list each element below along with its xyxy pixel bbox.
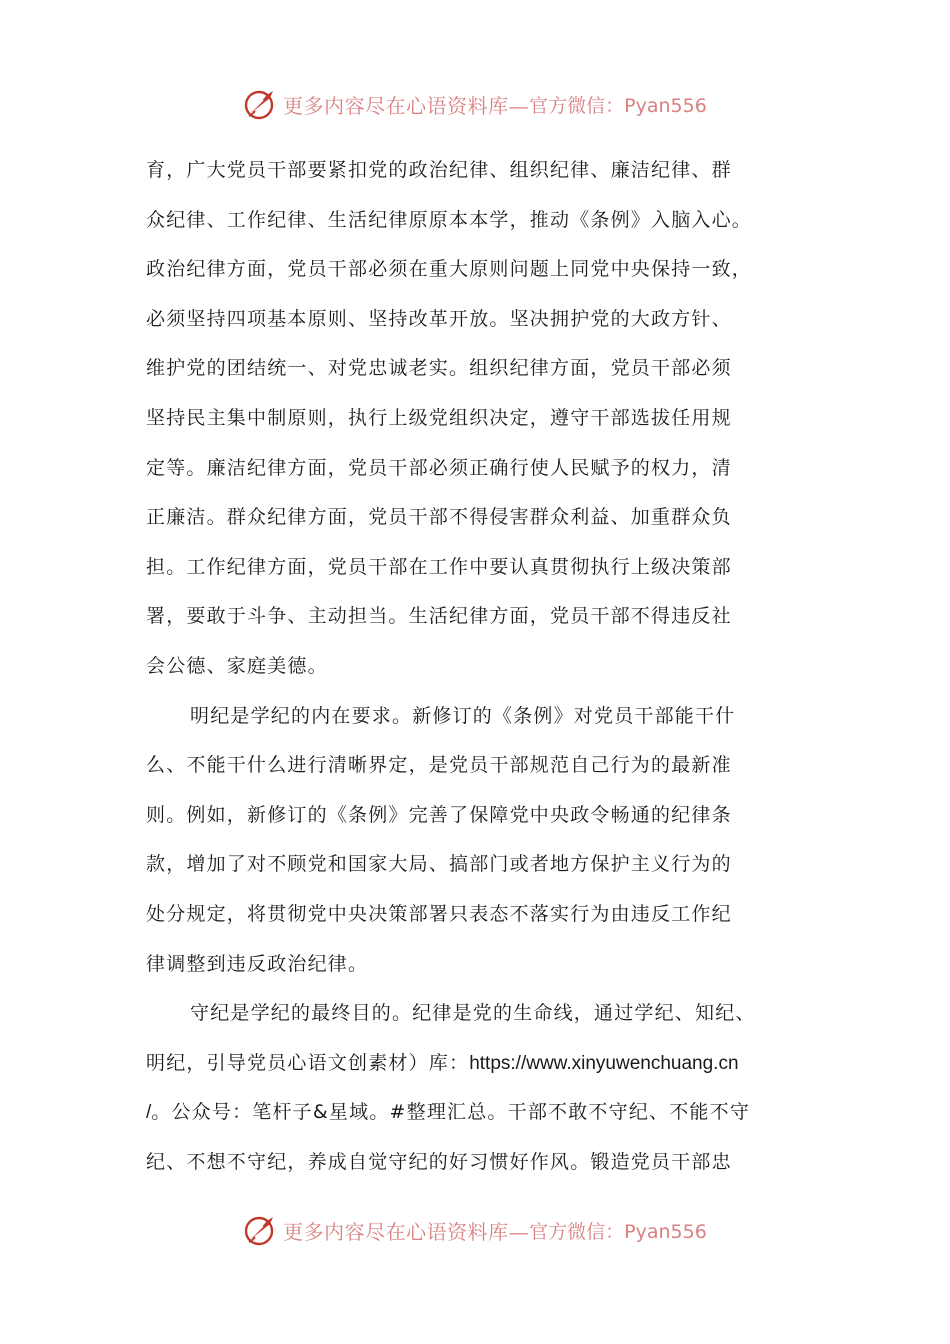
body-line-with-url xyxy=(146,1039,810,1089)
body-line: 款，增加了对不顾党和国家大局、搞部门或者地方保护主义行为的 xyxy=(146,853,732,876)
footer-wechat-text: 官方微信：Pyan556 xyxy=(529,1220,707,1243)
quill-logo-icon xyxy=(243,86,279,122)
body-line-text: 。公众号：笔杆子&星域。#整理汇总。干部不敢不守纪、不能不守 xyxy=(151,1101,751,1124)
body-line: 纪、不想不守纪，养成自觉守纪的好习惯好作风。锻造党员干部忠 xyxy=(146,1150,732,1173)
body-line: 定等。廉洁纪律方面，党员干部必须正确行使人民赋予的权力，清 xyxy=(146,456,732,479)
url-slash-text: / xyxy=(146,1102,152,1124)
quill-logo-icon xyxy=(243,1212,279,1248)
body-line: 必须坚持四项基本原则、坚持改革开放。坚决拥护党的大政方针、 xyxy=(146,307,732,330)
body-line: 署，要敢于斗争、主动担当。生活纪律方面，党员干部不得违反社 xyxy=(146,605,732,628)
source-url-text: https://www.xinyuwenchuang.cn xyxy=(469,1052,739,1074)
document-body xyxy=(146,146,810,1187)
header-watermark-banner xyxy=(0,80,950,128)
body-line: 坚持民主集中制原则，执行上级党组织决定，遵守干部选拔任用规 xyxy=(146,406,732,429)
body-line: 育，广大党员干部要紧扣党的政治纪律、组织纪律、廉洁纪律、群 xyxy=(146,159,732,181)
body-line: 正廉洁。群众纪律方面，党员干部不得侵害群众利益、加重群众负 xyxy=(146,506,732,529)
footer-watermark-banner xyxy=(0,1206,950,1254)
footer-banner-text: 更多内容尽在心语资料库— xyxy=(283,1219,530,1244)
body-line: 众纪律、工作纪律、生活纪律原原本本学，推动《条例》入脑入心。 xyxy=(146,208,753,231)
body-line: 担。工作纪律方面，党员干部在工作中要认真贯彻执行上级决策部 xyxy=(146,555,732,578)
body-line: 会公德、家庭美德。 xyxy=(146,654,328,677)
body-line xyxy=(146,1088,810,1138)
header-banner-text: 更多内容尽在心语资料库— xyxy=(283,93,530,118)
body-line: 则。例如，新修订的《条例》完善了保障党中央政令畅通的纪律条 xyxy=(146,803,732,826)
body-line: 处分规定，将贯彻党中央决策部署只表态不落实行为由违反工作纪 xyxy=(146,902,732,925)
paragraph-start-line: 守纪是学纪的最终目的。纪律是党的生命线，通过学纪、知纪、 xyxy=(190,1002,756,1025)
body-line: 维护党的团结统一、对党忠诚老实。组织纪律方面，党员干部必须 xyxy=(146,357,732,380)
paragraph-start-line: 明纪是学纪的内在要求。新修订的《条例》对党员干部能干什 xyxy=(190,704,736,727)
header-wechat-text: 官方微信：Pyan556 xyxy=(529,94,707,117)
body-line: 律调整到违反政治纪律。 xyxy=(146,952,369,975)
body-line-text: 明纪，引导党员心语文创素材）库： xyxy=(146,1051,470,1074)
body-line: 么、不能干什么进行清晰界定，是党员干部规范自己行为的最新准 xyxy=(146,754,732,777)
body-line: 政治纪律方面，党员干部必须在重大原则问题上同党中央保持一致， xyxy=(146,258,753,281)
